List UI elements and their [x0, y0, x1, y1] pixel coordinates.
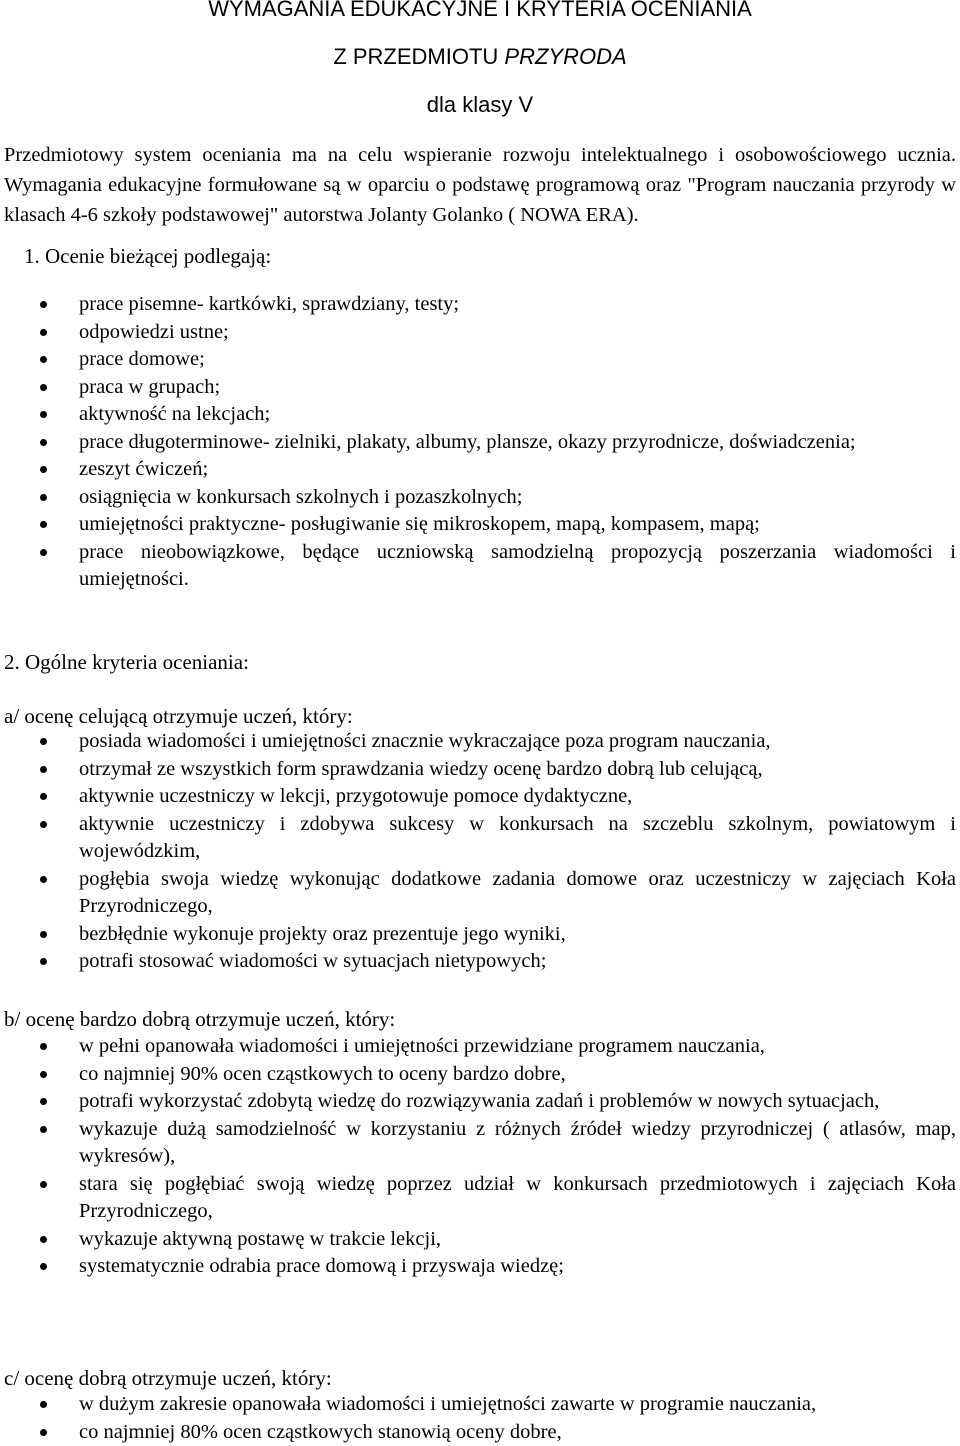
- bullet-icon: [40, 931, 47, 938]
- grade-c-item-text: w dużym zakresie opanowała wiadomości i umiejętności zawarte w programie nauczania,: [79, 1393, 817, 1415]
- bullet-icon: [40, 1401, 47, 1408]
- assessment-item: [0, 456, 958, 484]
- subject-prefix: Z PRZEDMIOTU: [333, 44, 505, 69]
- assessment-item-text: praca w grupach;: [79, 375, 221, 398]
- bullet-icon: [40, 766, 47, 773]
- bullet-icon: [40, 793, 47, 800]
- bullet-icon: [40, 1429, 47, 1436]
- grade-b-item-text: wykazuje aktywną postawę w trakcie lekcji,: [79, 1227, 442, 1250]
- grade-b-item: [0, 1033, 958, 1061]
- bullet-icon: [40, 876, 47, 883]
- assessment-item-text: zeszyt ćwiczeń;: [79, 458, 209, 480]
- assessment-item: [0, 484, 958, 512]
- grade-c-item: [0, 1391, 958, 1419]
- grade-a-item-text: posiada wiadomości i umiejętności znacznie wykraczające poza program nauczania,: [79, 730, 771, 752]
- grade-a-item-text: aktywnie uczestniczy i zdobywa sukcesy w konkursach na szczeblu szkolnym, powiatowym i wojewódzkim,: [79, 812, 956, 862]
- section-1-list: [0, 291, 958, 594]
- grade-b-item: [0, 1253, 958, 1281]
- bullet-icon: [40, 958, 47, 965]
- grade-b-item-text: potrafi wykorzystać zdobytą wiedzę do rozwiązywania zadań i problemów w nowych sytuacjach,: [79, 1090, 880, 1112]
- class-title: dla klasy V: [426, 92, 534, 117]
- bullet-icon: [40, 549, 47, 556]
- grade-a-item: [0, 728, 958, 756]
- grade-a-item-text: bezbłędnie wykonuje projekty oraz prezentuje jego wyniki,: [79, 922, 566, 945]
- grade-c-item: [0, 1419, 958, 1446]
- assessment-item-text: prace nieobowiązkowe, będące uczniowską samodzielną propozycją poszerzania wiadomości i umiejętności.: [79, 540, 956, 590]
- subject-title: [0, 44, 960, 70]
- subject-name: PRZYRODA: [504, 44, 627, 69]
- grade-a-item: [0, 921, 958, 949]
- assessment-item-text: aktywność na lekcjach;: [79, 403, 271, 425]
- assessment-item: [0, 374, 958, 402]
- assessment-item: [0, 511, 958, 539]
- grade-a-item: [0, 866, 958, 921]
- grade-b-item-text: wykazuje dużą samodzielność w korzystaniu z różnych źródeł wiedzy przyrodniczej ( atlasów, map, wykresów),: [79, 1117, 956, 1167]
- assessment-item: [0, 346, 958, 374]
- grade-b-heading: b/ ocenę bardzo dobrą otrzymuje uczeń, który:: [4, 1007, 396, 1031]
- bullet-icon: [40, 494, 47, 501]
- grade-a-item: [0, 756, 958, 784]
- section-2-heading: 2. Ogólne kryteria oceniania:: [4, 650, 249, 674]
- grade-b-item: [0, 1061, 958, 1089]
- grade-b-list: [0, 1033, 958, 1281]
- grade-b-item: [0, 1088, 958, 1116]
- assessment-item: [0, 401, 958, 429]
- bullet-icon: [40, 1043, 47, 1050]
- assessment-item: [0, 539, 958, 594]
- grade-b-item: [0, 1171, 958, 1226]
- bullet-icon: [40, 521, 47, 528]
- bullet-icon: [40, 1263, 47, 1270]
- bullet-icon: [40, 821, 47, 828]
- assessment-item: [0, 291, 958, 319]
- assessment-item: [0, 319, 958, 347]
- grade-a-item: [0, 811, 958, 866]
- grade-c-list: [0, 1391, 958, 1446]
- bullet-icon: [40, 301, 47, 308]
- intro-paragraph: Przedmiotowy system oceniania ma na celu wspieranie rozwoju intelektualnego i osobowościowego ucznia. Wymagania edukacyjne formułowane są w oparciu o podstawę programową oraz "Program nauczania przyrody w klasach 4-6 szkoły podstawowej" autorstwa Jolanty Golanko ( NOWA ERA).: [4, 144, 956, 226]
- grade-b-item-text: systematycznie odrabia prace domową i przyswaja wiedzę;: [79, 1255, 564, 1277]
- grade-a-heading: a/ ocenę celującą otrzymuje uczeń, który:: [4, 704, 353, 728]
- assessment-item-text: prace pisemne- kartkówki, sprawdziany, testy;: [79, 293, 460, 315]
- grade-a-item-text: pogłębia swoja wiedzę wykonując dodatkowe zadania domowe oraz uczestniczy w zajęciach Koła Przyrodniczego,: [79, 867, 956, 917]
- bullet-icon: [40, 384, 47, 391]
- assessment-item-text: osiągnięcia w konkursach szkolnych i pozaszkolnych;: [79, 485, 523, 508]
- bullet-icon: [40, 439, 47, 446]
- grade-a-item: [0, 948, 958, 976]
- assessment-item-text: odpowiedzi ustne;: [79, 320, 229, 343]
- assessment-item: [0, 429, 958, 457]
- grade-a-item: [0, 783, 958, 811]
- bullet-icon: [40, 1236, 47, 1243]
- grade-a-list: [0, 728, 958, 976]
- bullet-icon: [40, 356, 47, 363]
- bullet-icon: [40, 1071, 47, 1078]
- bullet-icon: [40, 466, 47, 473]
- grade-a-item-text: otrzymał ze wszystkich form sprawdzania wiedzy ocenę bardzo dobrą lub celującą,: [79, 757, 763, 780]
- grade-b-item: [0, 1226, 958, 1254]
- grade-b-item: [0, 1116, 958, 1171]
- bullet-icon: [40, 411, 47, 418]
- grade-c-heading: c/ ocenę dobrą otrzymuje uczeń, który:: [4, 1366, 332, 1390]
- assessment-item-text: prace domowe;: [79, 348, 205, 370]
- grade-a-item-text: potrafi stosować wiadomości w sytuacjach nietypowych;: [79, 950, 547, 972]
- bullet-icon: [40, 329, 47, 336]
- grade-b-item-text: w pełni opanowała wiadomości i umiejętności przewidziane programem nauczania,: [79, 1035, 765, 1057]
- assessment-item-text: umiejętności praktyczne- posługiwanie się mikroskopem, mapą, kompasem, mapą;: [79, 513, 760, 535]
- document-title: WYMAGANIA EDUKACYJNE I KRYTERIA OCENIANIA: [208, 0, 752, 21]
- grade-a-item-text: aktywnie uczestniczy w lekcji, przygotowuje pomoce dydaktyczne,: [79, 785, 633, 807]
- bullet-icon: [40, 1181, 47, 1188]
- grade-b-item-text: stara się pogłębiać swoją wiedzę poprzez udział w konkursach przedmiotowych i zajęciach Koła Przyrodniczego,: [79, 1172, 956, 1222]
- assessment-item-text: prace długoterminowe- zielniki, plakaty, albumy, plansze, okazy przyrodnicze, doświadczenia;: [79, 430, 856, 453]
- bullet-icon: [40, 1126, 47, 1133]
- bullet-icon: [40, 738, 47, 745]
- grade-b-item-text: co najmniej 90% ocen cząstkowych to oceny bardzo dobre,: [79, 1062, 566, 1085]
- bullet-icon: [40, 1098, 47, 1105]
- section-1-heading: 1. Ocenie bieżącej podlegają:: [24, 244, 272, 268]
- grade-c-item-text: co najmniej 80% ocen cząstkowych stanowią oceny dobre,: [79, 1420, 562, 1443]
